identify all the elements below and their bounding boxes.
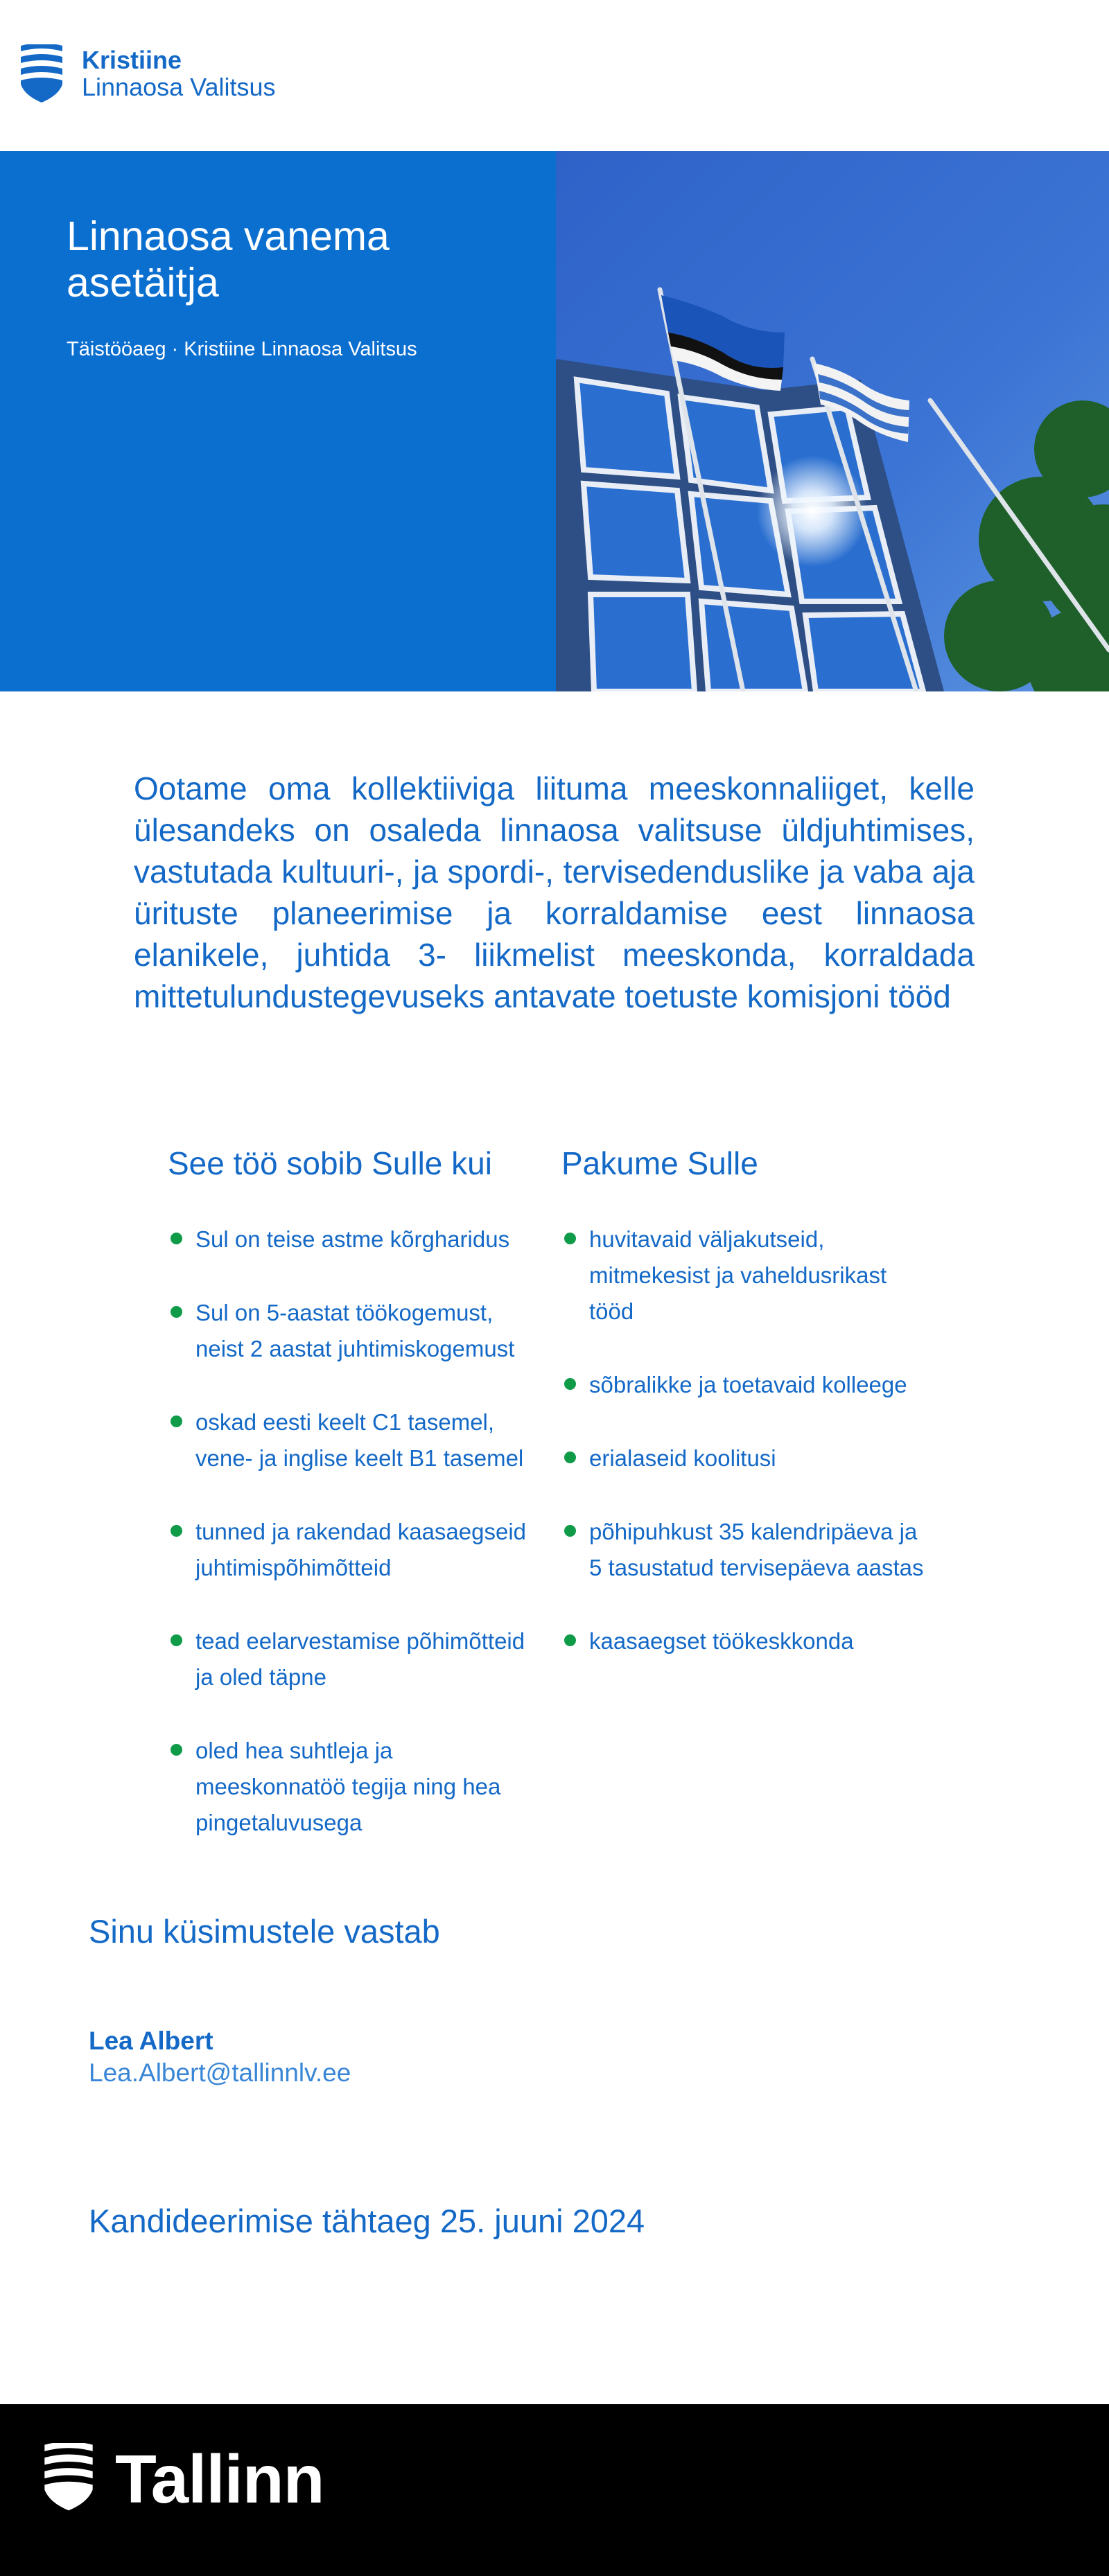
list-item-text: tunned ja rakendad kaasaegseid juhtimispõhimõtteid [195,1519,527,1581]
job-subtitle: Täistööaeg · Kristiine Linnaosa Valitsus [67,338,417,360]
requirements-heading: See töö sobib Sulle kui [168,1145,492,1181]
contact-heading: Sinu küsimustele vastab [89,1913,440,1950]
bullet-icon [171,1415,182,1427]
org-name-line2: Linnaosa Valitsus [82,73,276,101]
list-item [561,1221,936,1330]
requirements-list [168,1221,542,1841]
offer-list [561,1221,936,1659]
intro-paragraph: Ootame oma kollektiiviga liituma meeskonnaliiget, kelle ülesandeks on osaleda linnaosa valitsuse üldjuhtimises, vastutada kultuuri-, ja spordi-, tervisedenduslike ja vaba aja ürituste planeerimise ja korraldamise eest linnaosa elanikele, juhtida 3- liikmelist meeskonda, korraldada mittetulundustegevuseks antavate toetuste komisjoni tööd [134,770,975,1014]
list-item [168,1514,542,1586]
job-title: Linnaosa vanema asetäitja [67,213,390,306]
bullet-icon [564,1452,576,1463]
offer-section [561,1145,936,1697]
list-item-text: oskad eesti keelt C1 tasemel, vene- ja inglise keelt B1 tasemel [195,1409,524,1472]
bullet-icon [171,1744,182,1756]
list-item-text: tead eelarvestamise põhimõtteid ja oled täpne [195,1628,525,1691]
bullet-icon [564,1525,576,1537]
offer-heading: Pakume Sulle [561,1145,758,1181]
footer-city-name: Tallinn [115,2441,324,2517]
contact-email-link[interactable]: Lea.Albert@tallinnlv.ee [89,2058,351,2087]
list-item-text: sõbralikke ja toetavaid kolleege [589,1372,907,1398]
list-item [561,1367,936,1403]
hero-banner [0,151,1109,691]
org-name-line1: Kristiine [82,46,182,75]
list-item [561,1440,936,1476]
bullet-icon [564,1233,576,1244]
list-item-text: põhipuhkust 35 kalendripäeva ja 5 tasustatud tervisepäeva aastas [589,1519,924,1581]
footer [0,2404,1109,2576]
bullet-icon [171,1306,182,1318]
requirements-section [168,1145,542,1878]
list-item-text: erialaseid koolitusi [589,1445,776,1472]
top-header [0,0,1109,151]
bullet-icon [171,1634,182,1646]
bullet-icon [564,1378,576,1390]
list-item [168,1733,542,1841]
hero-text-panel [0,151,556,691]
list-item [168,1295,542,1367]
bullet-icon [171,1233,182,1244]
hero-photo [556,151,1109,691]
list-item [168,1404,542,1476]
list-item [561,1514,936,1586]
list-item-text: kaasaegset töökeskkonda [589,1628,854,1655]
org-logo[interactable] [19,44,276,104]
list-item [168,1623,542,1695]
list-item-text: oled hea suhtleja ja meeskonnatöö tegija ning hea pingetaluvusega [195,1738,501,1836]
coat-of-arms-icon [19,44,64,104]
application-deadline: Kandideerimise tähtaeg 25. juuni 2024 [89,2203,645,2239]
footer-logo[interactable] [43,2440,324,2518]
list-item-text: huvitavaid väljakutseid, mitmekesist ja vaheldusrikast tööd [589,1226,887,1325]
bullet-icon [171,1525,182,1537]
list-item-text: Sul on teise astme kõrgharidus [195,1226,510,1253]
list-item [561,1623,936,1659]
list-item-text: Sul on 5-aastat töökogemust, neist 2 aastat juhtimiskogemust [195,1300,515,1362]
bullet-icon [564,1634,576,1646]
list-item [168,1221,542,1258]
tallinn-coat-of-arms-icon [43,2443,94,2516]
contact-name: Lea Albert [89,2027,213,2055]
